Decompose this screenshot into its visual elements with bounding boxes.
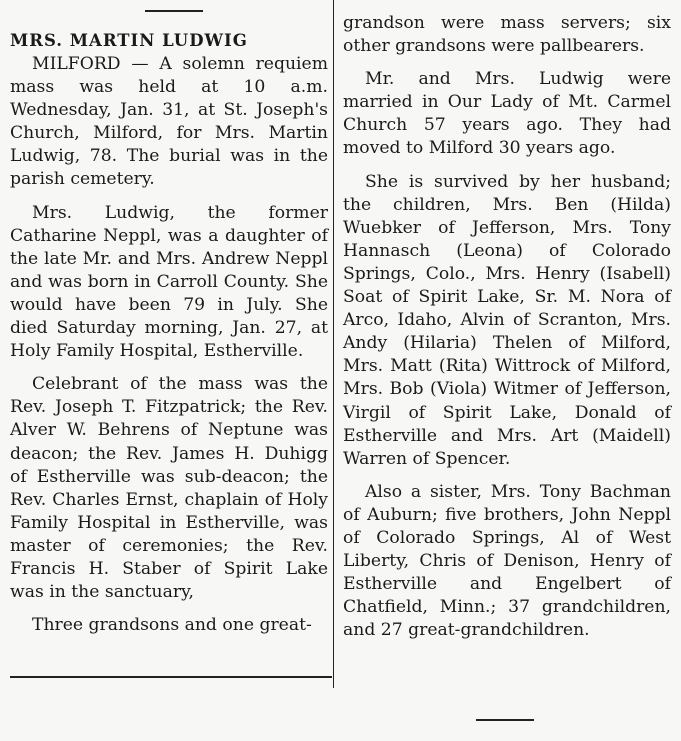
paragraph-siblings: Also a sister, Mrs. Tony Bachman of Auburn; five brothers, John Neppl of Colorado Springs, Al of West Liberty, Chris of Denison, Henry of Estherville and Engelbert of Chatfield, Minn.; 37 grandchildren, and 27 great-grandchildren. (343, 481, 671, 641)
paragraph-celebrants: Celebrant of the mass was the Rev. Joseph T. Fitzpatrick; the Rev. Alver W. Behrens of Neptune was deacon; the Rev. James H. Duhigg of Estherville was sub-deacon; the Rev. Charles Ernst, chaplain of Holy Family Hospital in Estherville, was master of ceremonies; the Rev. Francis H. Staber of Spirit Lake was in the sanctuary, (10, 374, 328, 603)
obituary-headline: MRS. MARTIN LUDWIG (10, 31, 248, 50)
paragraph-biography: Mrs. Ludwig, the former Catharine Neppl, was a daughter of the late Mr. and Mrs. Andrew Neppl and was born in Carroll County. She would have been 79 in July. She died Saturday morning, Jan. 27, at Holy Family Hospital, Estherville. (10, 202, 328, 362)
bottom-rule-right (476, 719, 534, 721)
right-column (343, 12, 671, 642)
paragraph-marriage: Mr. and Mrs. Ludwig were married in Our Lady of Mt. Carmel Church 57 years ago. They had moved to Milford 30 years ago. (343, 69, 671, 159)
left-column (10, 53, 328, 637)
column-separator (333, 0, 334, 688)
paragraph-survivors: She is survived by her husband; the children, Mrs. Ben (Hilda) Wuebker of Jefferson, Mrs. Tony Hannasch (Leona) of Colorado Springs, Colo., Mrs. Henry (Isabell) Soat of Spirit Lake, Sr. M. Nora of Arco, Idaho, Alvin of Scranton, Mrs. Andy (Hilaria) Thelen of Milford, Mrs. Matt (Rita) Wittrock of Milford, Mrs. Bob (Viola) Witmer of Jefferson, Virgil of Spirit Lake, Donald of Estherville and Mrs. Art (Maidell) Warren of Spencer. (343, 171, 671, 469)
top-rule (145, 10, 203, 12)
bottom-rule-left (10, 676, 332, 678)
paragraph-grandsons-start: Three grandsons and one great- (32, 615, 312, 636)
paragraph-service: MILFORD — A solemn requiem mass was held at 10 a.m. Wednesday, Jan. 31, at St. Joseph's Church, Milford, for Mrs. Martin Ludwig, 78. The burial was in the parish cemetery. (10, 54, 328, 190)
paragraph-grandsons-cont: grandson were mass servers; six other grandsons were pallbearers. (343, 13, 671, 57)
